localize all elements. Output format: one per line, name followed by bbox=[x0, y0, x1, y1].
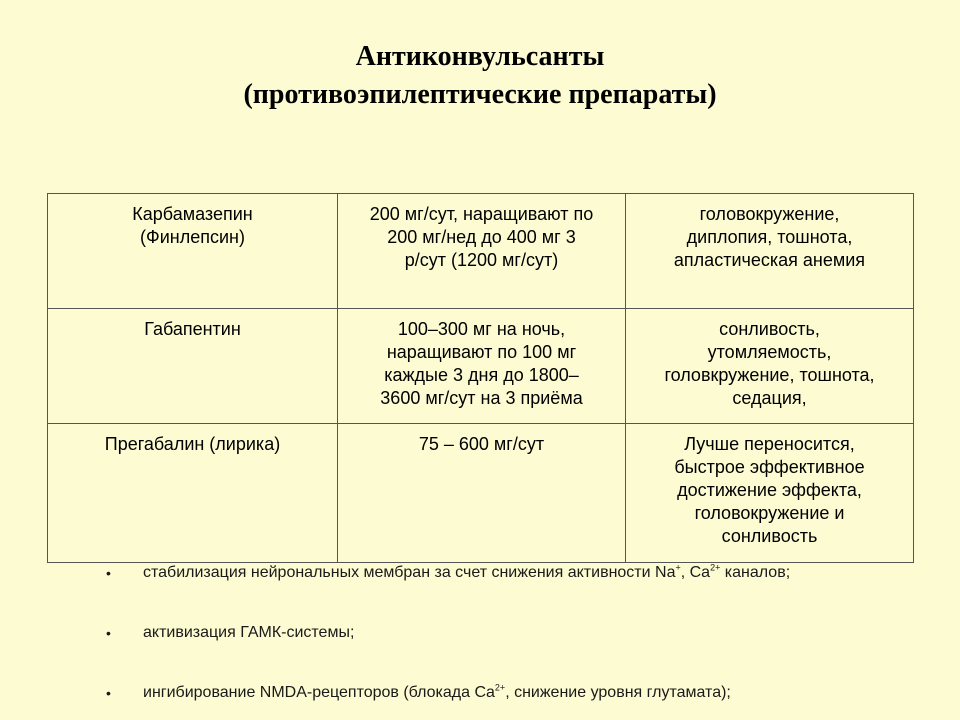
bullet-text: стабилизация нейрональных мембран за счет снижения активности Na bbox=[143, 564, 676, 581]
side-effects-cell bbox=[626, 424, 914, 563]
side-effect-line: головокружение, bbox=[699, 204, 840, 224]
bullet-text: ингибирование NMDA-рецепторов (блокада Ca bbox=[143, 684, 495, 701]
dose-line: 200 мг/нед до 400 мг 3 bbox=[387, 227, 576, 247]
side-effects-cell bbox=[626, 194, 914, 309]
dose-line: 3600 мг/сут на 3 приёма bbox=[380, 388, 583, 408]
bullet-text: , Ca bbox=[680, 564, 711, 581]
slide-title bbox=[0, 38, 960, 114]
side-effect-line: быстрое эффективное bbox=[674, 457, 865, 477]
side-effect-line: утомляемость, bbox=[707, 342, 832, 362]
side-effect-line: седация, bbox=[732, 388, 807, 408]
bullet-item bbox=[0, 563, 943, 583]
table-row bbox=[48, 194, 914, 309]
superscript: 2+ bbox=[494, 682, 506, 693]
drug-table bbox=[47, 193, 914, 563]
slide-title-line-1: Антиконвульсанты bbox=[355, 41, 605, 72]
superscript: + bbox=[675, 562, 681, 573]
dose-line: 75 – 600 мг/сут bbox=[418, 434, 545, 454]
side-effects-cell bbox=[626, 309, 914, 424]
side-effect-line: достижение эффекта, bbox=[677, 480, 862, 500]
bullet-text: каналов; bbox=[720, 564, 791, 581]
side-effect-line: сонливость bbox=[721, 526, 818, 546]
dose-line: р/сут (1200 мг/сут) bbox=[404, 250, 559, 270]
bullet-item bbox=[0, 623, 943, 643]
drug-name-cell bbox=[48, 309, 338, 424]
drug-name-line: Габапентин bbox=[144, 319, 241, 339]
superscript: 2+ bbox=[710, 562, 721, 573]
dose-line: наращивают по 100 мг bbox=[386, 342, 577, 362]
side-effect-line: диплопия, тошнота, bbox=[686, 227, 853, 247]
dose-line: каждые 3 дня до 1800– bbox=[384, 365, 579, 385]
side-effect-line: головкружение, тошнота, bbox=[664, 365, 875, 385]
side-effect-line: Лучше переносится, bbox=[684, 434, 855, 454]
dose-cell bbox=[338, 194, 626, 309]
drug-name-cell bbox=[48, 424, 338, 563]
drug-name-line: Карбамазепин bbox=[132, 204, 253, 224]
drug-name-line: (Финлепсин) bbox=[140, 227, 245, 247]
side-effect-line: апластическая анемия bbox=[673, 250, 866, 270]
dose-line: 100–300 мг на ночь, bbox=[397, 319, 566, 339]
bullet-dot-icon: • bbox=[106, 565, 111, 581]
dose-cell bbox=[338, 424, 626, 563]
dose-cell bbox=[338, 309, 626, 424]
side-effect-line: сонливость, bbox=[719, 319, 820, 339]
mechanism-bullet-list bbox=[0, 563, 943, 703]
bullet-dot-icon: • bbox=[106, 685, 111, 701]
drug-name-line: Прегабалин (лирика) bbox=[104, 434, 281, 454]
drug-name-cell bbox=[48, 194, 338, 309]
bullet-text: , снижение уровня глутамата); bbox=[505, 684, 731, 701]
table-row bbox=[48, 309, 914, 424]
slide-title-line-2: (противоэпилептические препараты) bbox=[243, 79, 717, 110]
bullet-text: активизация ГАМК-системы; bbox=[143, 624, 355, 641]
table-row bbox=[48, 424, 914, 563]
bullet-item bbox=[0, 683, 943, 703]
bullet-dot-icon: • bbox=[106, 625, 111, 641]
dose-line: 200 мг/сут, наращивают по bbox=[369, 204, 594, 224]
side-effect-line: головокружение и bbox=[694, 503, 845, 523]
